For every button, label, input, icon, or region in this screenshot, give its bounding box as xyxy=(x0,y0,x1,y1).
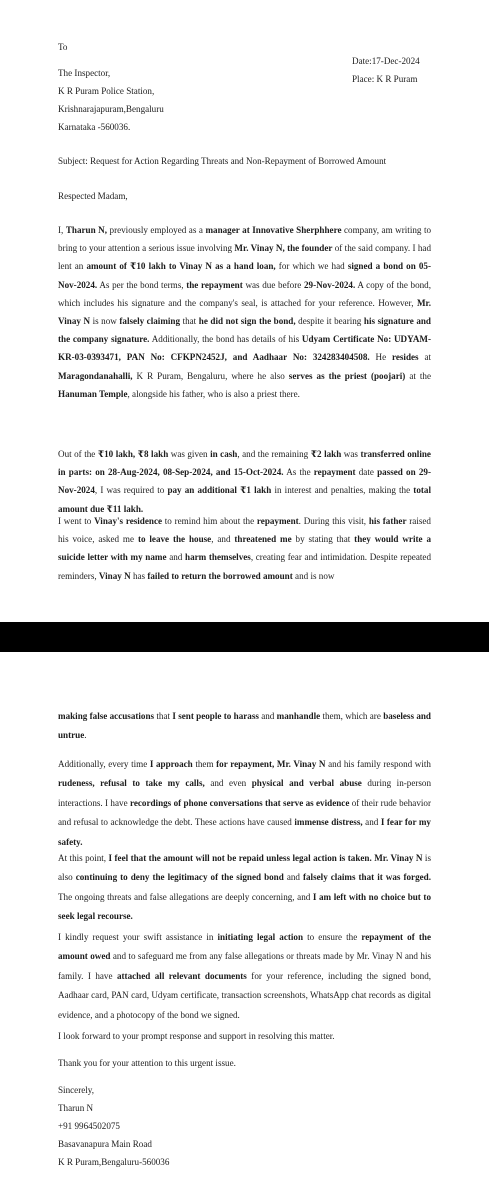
bold-text-run: 29-Nov-2024. xyxy=(303,279,356,290)
text-run: during in-person interactions. I have xyxy=(58,778,432,808)
text-run: that xyxy=(180,316,199,327)
bold-text-run: transferred online in parts: on 28-Aug-2024, 08-Sep-2024, and 15-Oct-2024. xyxy=(58,449,431,478)
bold-text-run: initiating legal action xyxy=(217,932,304,942)
bold-text-run: I am left with no choice but to seek legal recourse. xyxy=(58,891,431,922)
text-run: . During this visit, xyxy=(298,516,369,526)
letter-subject: Subject: Request for Action Regarding Threats and Non-Repayment of Borrowed Amount xyxy=(58,156,387,166)
text-run: despite it bearing xyxy=(295,316,364,327)
bold-text-run: signed a bond on 05-Nov-2024. xyxy=(58,261,431,290)
bold-text-run: making false accusations xyxy=(58,711,155,721)
bold-text-run: repayment xyxy=(313,467,356,478)
bold-text-run: ₹2 lakh xyxy=(310,449,342,459)
bold-text-run: total amount due ₹11 lakh. xyxy=(58,485,431,514)
text-run: of their rude behavior and refusal to acknowledge the debt. These actions have caused xyxy=(58,797,431,828)
body-paragraph xyxy=(58,512,431,585)
text-run: Out of the xyxy=(58,449,98,459)
bold-text-run: falsely claiming xyxy=(119,316,181,327)
bold-text-run: I sent people to harass xyxy=(172,711,259,721)
bold-text-run: Mr. Vinay N xyxy=(58,297,431,327)
bold-text-run: pay an additional ₹1 lakh xyxy=(167,485,272,496)
signature-line: Tharun N xyxy=(58,1103,94,1113)
body-paragraph xyxy=(58,221,431,403)
bold-text-run: in cash xyxy=(210,449,238,459)
body-paragraph xyxy=(58,755,431,852)
text-run: was given xyxy=(168,449,211,459)
body-paragraph xyxy=(58,928,431,1025)
bold-text-run: attached all relevant documents xyxy=(116,970,247,981)
recipient-line: K R Puram Police Station, xyxy=(58,86,155,96)
bold-text-run: ₹10 lakh, ₹8 lakh xyxy=(97,449,169,459)
bold-text-run: Vinay's residence xyxy=(94,516,163,526)
bold-text-run: resides xyxy=(391,352,419,363)
text-run: I went to xyxy=(58,516,95,526)
letter-closing: Sincerely, xyxy=(58,1085,95,1095)
text-run: is also xyxy=(58,853,431,883)
bold-text-run: baseless and untrue xyxy=(58,711,431,741)
text-run: date xyxy=(355,467,378,478)
text-run: them xyxy=(192,759,217,769)
text-run: and is now xyxy=(292,570,335,581)
text-run: I look forward to your prompt response and support in resolving this matter. xyxy=(58,1031,335,1041)
recipient-line: Karnataka -560036. xyxy=(58,122,131,132)
bold-text-run: manhandle xyxy=(276,711,321,721)
text-run: to ensure the xyxy=(303,932,362,942)
bold-text-run: recordings of phone conversations that serve as evidence xyxy=(129,797,350,808)
text-run: was xyxy=(341,449,361,459)
text-run: As the xyxy=(283,467,314,478)
text-run: The ongoing threats and false allegations are deeply concerning, and xyxy=(58,891,313,902)
bold-text-run: amount of ₹10 lakh to Vinay N as a hand loan, xyxy=(86,261,276,272)
bold-text-run: he did not sign the bond, xyxy=(198,316,296,327)
text-run: As per the bond terms, xyxy=(97,279,187,290)
text-run: raised his voice, asked me xyxy=(58,516,431,545)
text-run: previously employed as a xyxy=(107,225,206,235)
bold-text-run: passed on 29-Nov-2024 xyxy=(58,467,431,496)
letter-page-2 xyxy=(0,652,489,1200)
text-run: Additionally, every time xyxy=(58,759,150,769)
text-run: and to safeguard me from any false allegations or threats made by Mr. Vinay N and his family. I have xyxy=(58,951,432,981)
text-run: , and xyxy=(211,534,235,545)
text-run: . xyxy=(84,730,87,741)
bold-text-run: Vinay N xyxy=(98,570,131,581)
text-run: has xyxy=(130,570,148,581)
text-run: I, xyxy=(58,225,66,235)
bold-text-run: Maragondanahalli, xyxy=(58,370,133,381)
letter-date: Date:17-Dec-2024 xyxy=(352,56,420,66)
bold-text-run: I approach xyxy=(149,759,193,769)
body-paragraph xyxy=(58,1054,431,1073)
text-run: At this point, xyxy=(58,853,109,863)
text-run: , and the remaining xyxy=(237,449,311,459)
bold-text-run: physical and verbal abuse xyxy=(251,778,362,789)
text-run: and xyxy=(166,552,186,563)
bold-text-run: they would write a suicide letter with my name xyxy=(58,534,431,563)
text-run: in interest and penalties, making the xyxy=(271,485,414,496)
recipient-line: The Inspector, xyxy=(58,68,111,78)
bold-text-run: threatened me xyxy=(234,534,292,545)
text-run: at the xyxy=(405,370,431,381)
bold-text-run: manager at Innovative Sherphhere xyxy=(205,225,342,235)
text-run: K R Puram, Bengaluru, where he also xyxy=(132,370,289,381)
text-run: that xyxy=(154,711,173,721)
text-run: is now xyxy=(90,316,120,327)
bold-text-run: his signature and the company signature. xyxy=(58,316,431,345)
body-paragraph xyxy=(58,707,431,746)
text-run: , I was required to xyxy=(94,485,168,496)
bold-text-run: to leave the house xyxy=(137,534,212,545)
letter-place: Place: K R Puram xyxy=(352,74,418,84)
text-run: of the said company. I had lent an xyxy=(58,243,431,272)
bold-text-run: the repayment xyxy=(186,279,243,290)
recipient-line: Krishnarajapuram,Bengaluru xyxy=(58,104,164,114)
text-run: and xyxy=(362,817,381,828)
text-run: I kindly request your swift assistance in xyxy=(58,932,218,942)
text-run: at xyxy=(418,352,432,363)
text-run: company, am writing to bring to your attention a serious issue involving xyxy=(58,225,432,254)
signature-line: K R Puram,Bengaluru-560036 xyxy=(58,1157,170,1167)
bold-text-run: immense distress, xyxy=(294,817,363,828)
bold-text-run: falsely claims that it was forged. xyxy=(302,872,431,883)
text-run: A copy of the bond, which includes his signature and the company's seal, is attached for your reference. However, xyxy=(58,279,432,308)
bold-text-run: serves as the priest (poojari) xyxy=(288,370,406,381)
text-run: to remind him about the xyxy=(162,516,257,526)
signature-line: Basavanapura Main Road xyxy=(58,1139,152,1149)
text-run: and xyxy=(283,872,303,883)
bold-text-run: Udyam Certificate No: UDYAM-KR-03-0393471, PAN No: CFKPN2452J, and Aadhaar No: 324283404508. xyxy=(58,334,432,363)
bold-text-run: repayment of the amount owed xyxy=(58,932,431,962)
bold-text-run: his father xyxy=(368,516,407,526)
text-run: and his family respond with xyxy=(325,759,431,769)
bold-text-run: I fear for my safety. xyxy=(58,817,431,847)
bold-text-run: failed to return the borrowed amount xyxy=(147,570,293,581)
text-run: and even xyxy=(204,778,252,789)
text-run: , creating fear and intimidation. Despite repeated reminders, xyxy=(58,552,431,581)
text-run: Thank you for your attention to this urgent issue. xyxy=(58,1058,236,1068)
text-run: and xyxy=(258,711,277,721)
bold-text-run: for repayment, Mr. Vinay N xyxy=(216,759,326,769)
body-paragraph xyxy=(58,445,431,518)
page-divider xyxy=(0,622,489,652)
signature-line: +91 9964502075 xyxy=(58,1121,120,1131)
bold-text-run: I feel that the amount will not be repaid unless legal action is taken. Mr. Vinay N xyxy=(108,853,423,863)
text-run: Additionally, the bond has details of his xyxy=(149,334,302,345)
bold-text-run: rudeness, refusal to take my calls, xyxy=(58,778,205,789)
text-run: He xyxy=(369,352,392,363)
bold-text-run: harm themselves xyxy=(185,552,251,563)
letter-salutation: Respected Madam, xyxy=(58,191,128,201)
text-run: for which we had xyxy=(275,261,348,272)
text-run: , alongside his father, who is also a priest there. xyxy=(127,388,300,399)
text-run: was due before xyxy=(242,279,304,290)
bold-text-run: repayment xyxy=(256,516,299,526)
bold-text-run: Mr. Vinay N, the founder xyxy=(234,243,333,254)
text-run: them, which are xyxy=(320,711,384,721)
bold-text-run: Tharun N, xyxy=(65,225,108,235)
bold-text-run: continuing to deny the legitimacy of the signed bond xyxy=(75,872,284,883)
body-paragraph xyxy=(58,849,431,927)
body-paragraph xyxy=(58,1027,431,1046)
text-run: for your reference, including the signed bond, Aadhaar card, PAN card, Udyam certificate, transaction screenshots, WhatsApp chat records as digital evidence, and a photocopy of the bond we signed. xyxy=(58,970,432,1020)
bold-text-run: Hanuman Temple xyxy=(58,388,128,399)
text-run: by stating that xyxy=(291,534,355,545)
to-label: To xyxy=(58,42,68,52)
